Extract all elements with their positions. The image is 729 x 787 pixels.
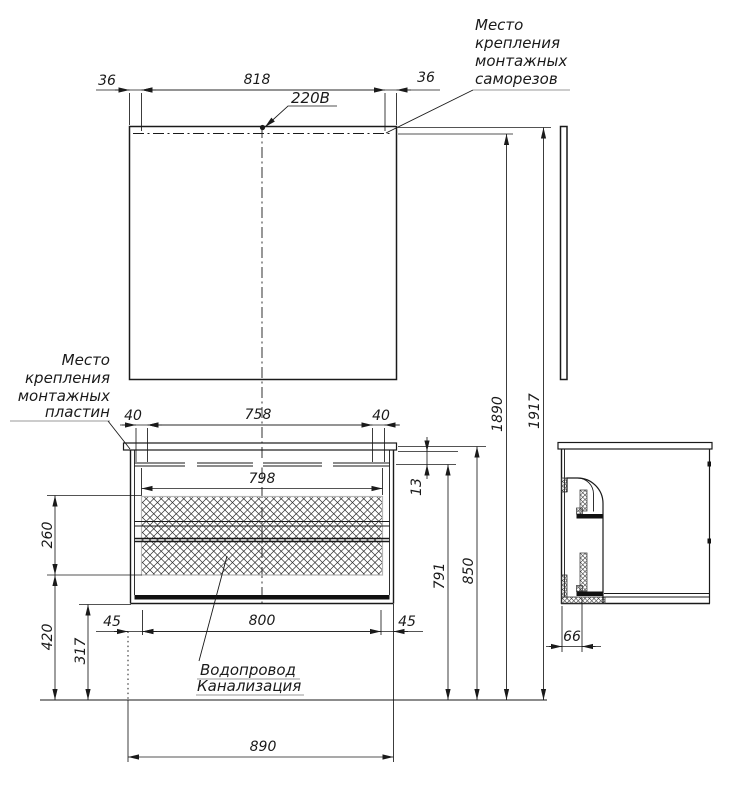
note-plates-line1: Место xyxy=(61,351,110,369)
mounting-plate-gap xyxy=(185,461,197,468)
dim-label-inner-width: 798 xyxy=(248,471,276,487)
note-plates xyxy=(10,351,130,449)
dim-label-under-height: 420 xyxy=(40,623,56,651)
pipes-hatch-area xyxy=(142,497,383,576)
side-bottom-hatch xyxy=(562,597,606,604)
wall-block-upper xyxy=(562,478,568,492)
hinge-mark-lower xyxy=(708,539,712,544)
dim-label-rail-height: 1890 xyxy=(490,396,506,432)
power-connection-dot xyxy=(260,125,265,130)
dim-underside-791 xyxy=(396,465,456,701)
note-screws-line4: саморезов xyxy=(475,70,558,88)
dim-label-top-gap: 13 xyxy=(409,478,425,496)
power-leader xyxy=(265,106,337,127)
dim-label-plate-left: 40 xyxy=(124,408,142,424)
dim-label-mirror-span: 818 xyxy=(243,72,271,88)
mirror-outline xyxy=(130,127,397,380)
drawer2-bottom xyxy=(577,592,603,597)
note-plates-line3: монтажных xyxy=(17,387,110,405)
dim-top-row xyxy=(96,70,440,131)
note-screws xyxy=(386,16,570,133)
mounting-plate-gap xyxy=(322,461,333,468)
note-screws-line2: крепления xyxy=(475,34,561,52)
dim-label-plate-right: 40 xyxy=(372,408,390,424)
dim-label-mirror-right: 36 xyxy=(417,70,435,86)
dim-label-bottom-right: 45 xyxy=(398,614,416,630)
dim-label-bottom-span: 800 xyxy=(248,613,276,629)
power-callout xyxy=(265,89,337,127)
dim-label-total-height: 1917 xyxy=(527,393,543,429)
dim-label-total-width: 890 xyxy=(249,739,277,755)
countertop-side xyxy=(558,443,712,450)
dim-label-mirror-left: 36 xyxy=(98,73,116,89)
cabinet-front-view xyxy=(124,443,397,604)
note-screws-line3: монтажных xyxy=(475,52,568,70)
cabinet-side-view xyxy=(558,443,712,605)
dim-label-side-offset: 66 xyxy=(563,629,581,645)
wall-block-lower xyxy=(562,575,568,597)
dim-label-underside-height: 791 xyxy=(432,562,448,590)
dim-label-plate-span: 758 xyxy=(244,407,272,423)
dim-bottom-row xyxy=(96,610,423,635)
dim-label-worktop-height: 850 xyxy=(461,557,477,585)
note-plumbing-line2: Канализация xyxy=(197,677,302,695)
note-plates-line4: пластин xyxy=(44,403,110,421)
drawer1-bottom xyxy=(577,514,603,519)
dim-top-gap-13 xyxy=(398,437,458,496)
mirror-side-view xyxy=(561,127,568,380)
cabinet-bottom-panel xyxy=(135,595,390,600)
power-label: 220В xyxy=(291,89,330,107)
dim-label-bottom-height: 317 xyxy=(73,637,89,665)
dim-label-bottom-left: 45 xyxy=(103,614,121,630)
dim-label-hatch-height: 260 xyxy=(40,521,56,549)
note-plates-line2: крепления xyxy=(24,369,110,387)
note-plumbing-line1: Водопровод xyxy=(200,661,296,679)
dim-plates-row xyxy=(120,407,400,462)
dim-total-1917 xyxy=(398,128,551,701)
countertop-front xyxy=(124,443,397,450)
dim-side-offset xyxy=(546,598,601,652)
note-screws-line1: Место xyxy=(475,16,524,34)
mounting-plate-gap xyxy=(253,461,263,468)
dim-left-column xyxy=(40,496,142,701)
note-screws-leader xyxy=(386,90,473,133)
hinge-mark-upper xyxy=(708,462,712,467)
